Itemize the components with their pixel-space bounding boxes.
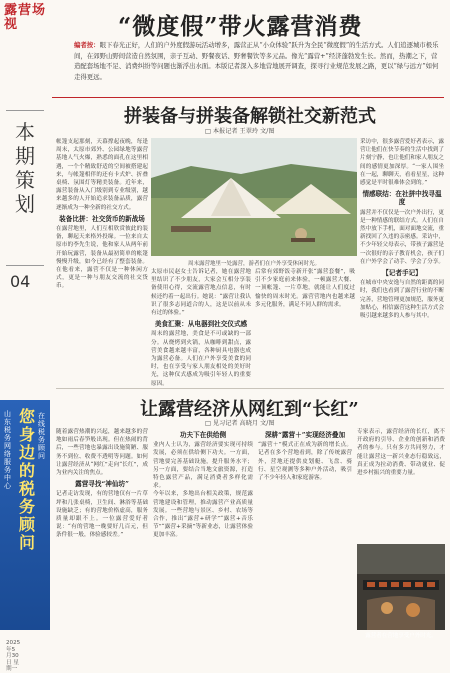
- issue-date: 2025年5月30日 星期一: [6, 640, 21, 672]
- lede-editor-label: 编者按：: [74, 41, 100, 49]
- paragraph: 随着露营热潮的兴起，越来越多的营地如雨后春笋般出现。但在热闹的背后，一些营地也暴露出设施简陋、服务不到位、收费不透明等问题。如何让露营经济从“网红”走向“长红”，成为业内关注的焦点。: [56, 429, 148, 477]
- promo-title: 您身边的税务顾问: [18, 407, 35, 552]
- column-name: 本期策划: [15, 120, 35, 216]
- section1-col1: [56, 138, 148, 384]
- paragraph: 露营并不仅仅是一次户外出行，更是一种情感的联结方式。人们在自然中放下手机，面对面地交流，重新找回了久违的亲密感。采访中，不少年轻父母表示，带孩子露营是一次很好的亲子教育机会，孩子们在户外学会了动手、学会了分享。: [360, 209, 444, 265]
- side-rule-mid: [6, 265, 44, 266]
- section2-col4: [357, 428, 445, 540]
- section2-col2: [153, 428, 253, 636]
- section1-col2: [151, 268, 251, 387]
- section-divider: [56, 388, 444, 389]
- masthead-title: 露营场视: [4, 3, 47, 32]
- lede-text: 眼下春光正好，人们的户外度假游玩活动增多，露营正从“小众体验”跃升为全民“微度假”的生活方式。人们追逐城市极乐间，在郊野山野间营造自然氛围，亲子互动、野餐夜话、野奢餐饮等多元品。像光“露营+”经济蓬勃发生长。然而，热潮之下，营造配套场地不足、消费纠纷等问题也渐浮出水面。本版记者深入多地营地展开调查，探寻行业规范发展之路，更以“绿与远方”如何走得更远。: [74, 41, 439, 81]
- section2-title: 让露营经济从网红到“长红”: [140, 399, 359, 420]
- tax-promo-banner[interactable]: [0, 400, 50, 630]
- paragraph: 在城市中央安逸与自然的距离的同时，我们也看到了露营行业的不断完善，营地管理更加规范，服务更加贴心，相信露营这种生活方式会吸引越来越多的人参与其中。: [360, 280, 444, 320]
- paragraph: “露营＋”模式正在成为新的增长点。记者在多个营地看到，除了传统露营外，营地还提供皮划艇、飞盘、骑行、星空观测等多种户外活动，吸引了不少年轻人和家庭游客。: [258, 442, 352, 482]
- paragraph: 太原市民赵女士告诉记者，她在露营地里结识了不少朋友，大家会互相分享装备使用心得，交流露营地点信息，有时候还约着一起出行。她说：“露营让我认识了很多志同道合的人，这是以前从未有过的体验。”: [151, 269, 251, 317]
- section2-col1: [56, 428, 148, 636]
- section2-col3: [258, 428, 352, 636]
- subheading: 深耕“露营＋”实现经济叠加: [264, 431, 346, 439]
- subheading: 装备比拼：社交货币的新战场: [59, 214, 145, 223]
- paragraph: 记者走访发现，有的营地仅有一片草坪和几张桌椅，卫生间、淋浴等基础设施缺乏；有的营地价格虚高，服务质量却跟不上。一位露营爱好者说：“有的营地一晚要好几百元，但条件很一般，体验感较差。”: [56, 491, 148, 539]
- bbq-photo: [357, 544, 445, 630]
- paragraph: 帐篷支起那刻，天幕撑起夜晚，每逢周末，太原市郊外、公园绿地等露营基地人气火爆，熟悉的面孔在这里相遇，一个个精致舒适的空间被搭建起来，与帐篷相伴的还有卡式炉、折叠桌椅、氛围灯等精美装备。近年来，露营装备从入门级别到专业级别，越来越多的人开始追求装备品质，露营逐渐成为一种全新的社交方式。: [56, 139, 148, 211]
- subheading: 功夫下在供给侧: [179, 431, 227, 439]
- page-headline: “微度假”带火露营消费: [118, 13, 363, 40]
- paragraph: 在露营地里，人们互相欣赏彼此的装备，聊起天来格外投缘。一位来自太原市的李先生说，他和家人从两年前开始玩露营，装备从最初简单的帐篷慢慢升级，如今已经有了整套装备。在他看来，露营不仅是一种休闲方式，更是一种与朋友交流的社交货币。: [56, 226, 148, 290]
- side-rule-top: [6, 110, 44, 111]
- section1-col3: [255, 268, 355, 384]
- camping-photo: [151, 138, 357, 256]
- paragraph: 后常有郊野饭寺新开张“露营套餐”，吸引不少家庭前来体验，一顿露营大餐、一顶帐篷、一片草地，就能让人们度过愉快的周末时光。露营营地内也越来越多元化服务，满足不同人群的需求。: [255, 269, 355, 308]
- subheading: 情感联结：在社拼中找寻温度: [362, 190, 442, 207]
- photo1-caption: 周末露营地里一处露营，游者们在户外享受休闲时光。: [187, 261, 320, 267]
- section1-col4: [360, 138, 444, 384]
- masthead: [0, 0, 52, 52]
- paragraph: 周末的露营地，美食是不可或缺的一部分。从烧烤到火锅，从咖啡到甜点，露营美食越来越丰富，各种厨具电器也成为露营必备。人们在户外享受美食的同时，也在享受与家人朋友相处的美好时光，这种仪式感成为吸引年轻人的重要原因。: [151, 331, 251, 387]
- page-number: 04: [10, 272, 31, 291]
- lede: [74, 40, 442, 82]
- promo-tag: 山东税务网络服务 中心: [4, 410, 11, 490]
- paragraph: 今年以来，多地出台相关政策，规范露营地建设和管理，推动露营产业高质量发展。一些营地与景区、乡村、农场等合作，推出“露营+研学”“露营+音乐节”“露营+采摘”等新业态，让露营体验更加丰富。: [153, 491, 253, 539]
- subheading: 【记者手记】: [382, 269, 422, 278]
- section1-byline: □ 本报记者 王翠玲 文/图: [205, 128, 275, 135]
- paragraph: 专家表示，露营经济的长红，离不开政府的引导、企业的创新和消费者的参与。只有多方共同努力，才能让露营这一新兴业态行稳致远，真正成为拉动消费、带动就业、促进乡村振兴的重要力量。: [357, 429, 445, 477]
- subheading: 美食汇聚：从电器到社交仪式感: [154, 320, 248, 329]
- section1-title: 拼装备与拼装备解锁社交新范式: [124, 106, 376, 127]
- header-rule: [52, 97, 444, 98]
- promo-subtitle: 在线 税务 顾问: [38, 412, 45, 460]
- photo2-caption: 露营者在营地享受户外时光。: [365, 633, 437, 639]
- side-column: [0, 100, 50, 672]
- paragraph: 采访中，很多露营爱好者表示，露营让他们在快节奏的生活中找到了片刻宁静，也让他们和家人朋友之间的感情更加深厚。“一家人围坐在一起，聊聊天，看看星星，这种感觉是平时很难体会到的。”: [360, 139, 444, 187]
- section2-byline: □ 见习记者 高晓月 文/图: [205, 420, 275, 427]
- subheading: 露营寻找“神仙坊”: [75, 480, 129, 489]
- paragraph: 业内人士认为，露营经济要实现可持续发展，必须在供给侧下功夫。一方面，营地要完善基础设施，提升服务水平；另一方面，要结合当地文旅资源，打造特色露营产品，满足消费者多样化需求。: [153, 442, 253, 490]
